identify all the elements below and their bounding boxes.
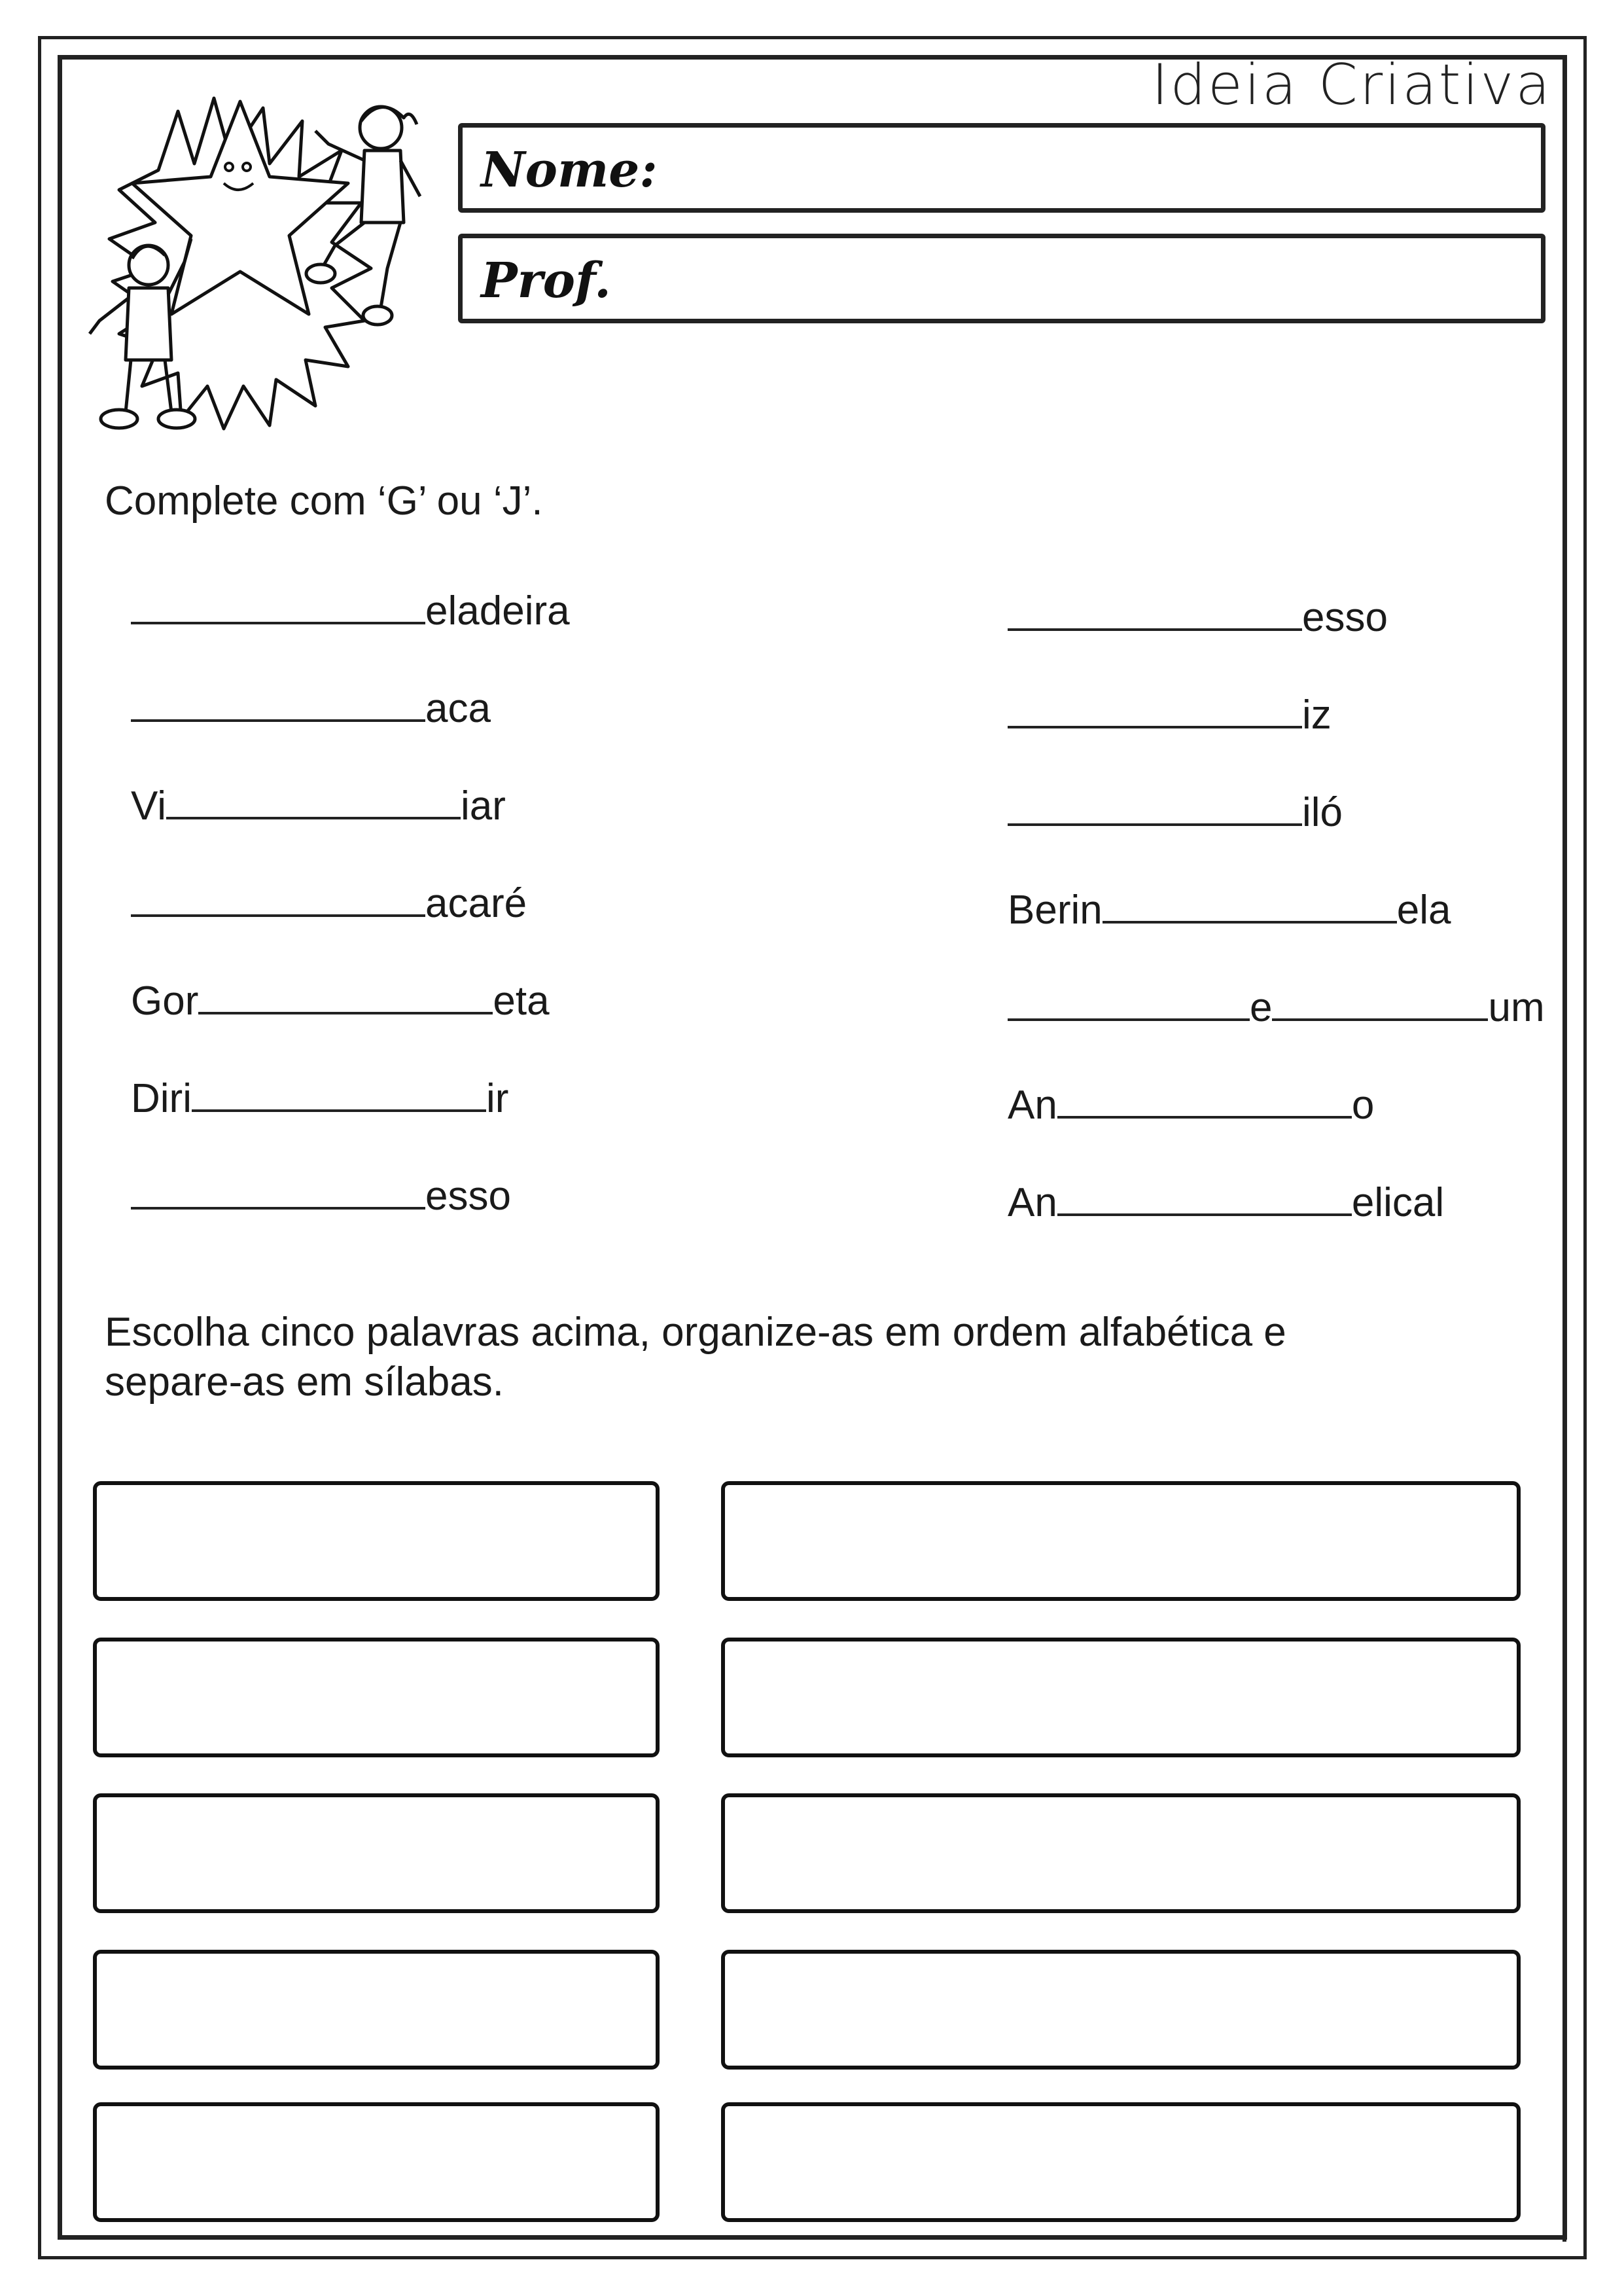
answer-box-word-1[interactable] [93, 1481, 660, 1601]
word-suffix: aca [425, 686, 491, 731]
word-prefix: Gor [131, 978, 199, 1024]
blank-field[interactable] [166, 810, 461, 819]
answer-box-syllables-3[interactable] [721, 1793, 1521, 1913]
answer-box-syllables-2[interactable] [721, 1638, 1521, 1757]
blank-field[interactable] [131, 713, 425, 722]
word-prefix: Diri [131, 1076, 192, 1121]
instruction-complete: Complete com ‘G’ ou ‘J’. [105, 478, 543, 524]
blank-field[interactable] [131, 1200, 425, 1210]
brand-logo: Ideia Criativa [1151, 52, 1552, 118]
teacher-label: Prof. [481, 253, 611, 309]
exercise-right-7 [1008, 1179, 1444, 1226]
exercise-right-2 [1008, 692, 1332, 738]
word-prefix: An [1008, 1180, 1057, 1225]
answer-box-word-3[interactable] [93, 1793, 660, 1913]
word-suffix: um [1488, 985, 1545, 1030]
name-field[interactable] [458, 123, 1545, 213]
blank-field[interactable] [1008, 622, 1302, 631]
blank-field[interactable] [131, 615, 425, 624]
blank-field[interactable] [1057, 1207, 1352, 1216]
exercise-right-3 [1008, 789, 1343, 836]
word-suffix: iz [1302, 692, 1332, 738]
word-suffix: acaré [425, 881, 527, 926]
name-label: Nome: [481, 142, 658, 198]
blank-field[interactable] [192, 1103, 486, 1112]
word-suffix: eladeira [425, 588, 570, 634]
exercise-left-3 [131, 783, 506, 829]
word-prefix: Berin [1008, 888, 1103, 933]
blank-field[interactable] [1008, 719, 1302, 728]
blank-field[interactable] [1057, 1109, 1352, 1119]
teacher-field[interactable] [458, 234, 1545, 323]
exercise-left-4 [131, 880, 527, 927]
answer-box-syllables-4[interactable] [721, 1950, 1521, 2070]
word-suffix: elical [1351, 1180, 1445, 1225]
blank-field[interactable] [1008, 817, 1302, 826]
word-suffix: o [1351, 1083, 1375, 1128]
blank-field[interactable] [1008, 1012, 1250, 1021]
exercise-right-5 [1008, 984, 1545, 1031]
answer-box-syllables-5[interactable] [721, 2102, 1521, 2222]
answer-box-word-5[interactable] [93, 2102, 660, 2222]
word-suffix: esso [1302, 595, 1388, 640]
instruction-line-2: separe-as em sílabas. [105, 1359, 504, 1405]
answer-box-word-2[interactable] [93, 1638, 660, 1757]
word-suffix: ir [485, 1076, 509, 1121]
answer-box-word-4[interactable] [93, 1950, 660, 2070]
corner-tick-bottom [1562, 2189, 1566, 2242]
answer-box-syllables-1[interactable] [721, 1481, 1521, 1601]
word-prefix: Vi [131, 783, 167, 829]
corner-tick-top [1562, 58, 1566, 110]
blank-field[interactable] [131, 908, 425, 917]
exercise-left-1 [131, 588, 570, 634]
exercise-right-4 [1008, 887, 1451, 933]
blank-field[interactable] [1272, 1012, 1488, 1021]
word-suffix: iló [1302, 790, 1343, 835]
blank-field[interactable] [198, 1005, 493, 1014]
word-suffix: ela [1396, 888, 1451, 933]
exercise-left-2 [131, 685, 491, 732]
instruction-line-1: Escolha cinco palavras acima, organize-as em ordem alfabética e [105, 1310, 1286, 1355]
exercise-left-6 [131, 1075, 508, 1122]
word-middle: e [1250, 985, 1273, 1030]
exercise-left-5 [131, 978, 550, 1024]
exercise-right-6 [1008, 1082, 1374, 1128]
exercise-right-1 [1008, 594, 1388, 641]
blank-field[interactable] [1103, 914, 1397, 924]
kids-star-illustration [73, 72, 440, 439]
word-suffix: iar [461, 783, 506, 829]
word-suffix: esso [425, 1174, 511, 1219]
instruction-alphabetical [105, 1308, 1286, 1407]
word-prefix: An [1008, 1083, 1057, 1128]
word-suffix: eta [493, 978, 550, 1024]
exercise-left-7 [131, 1173, 511, 1219]
